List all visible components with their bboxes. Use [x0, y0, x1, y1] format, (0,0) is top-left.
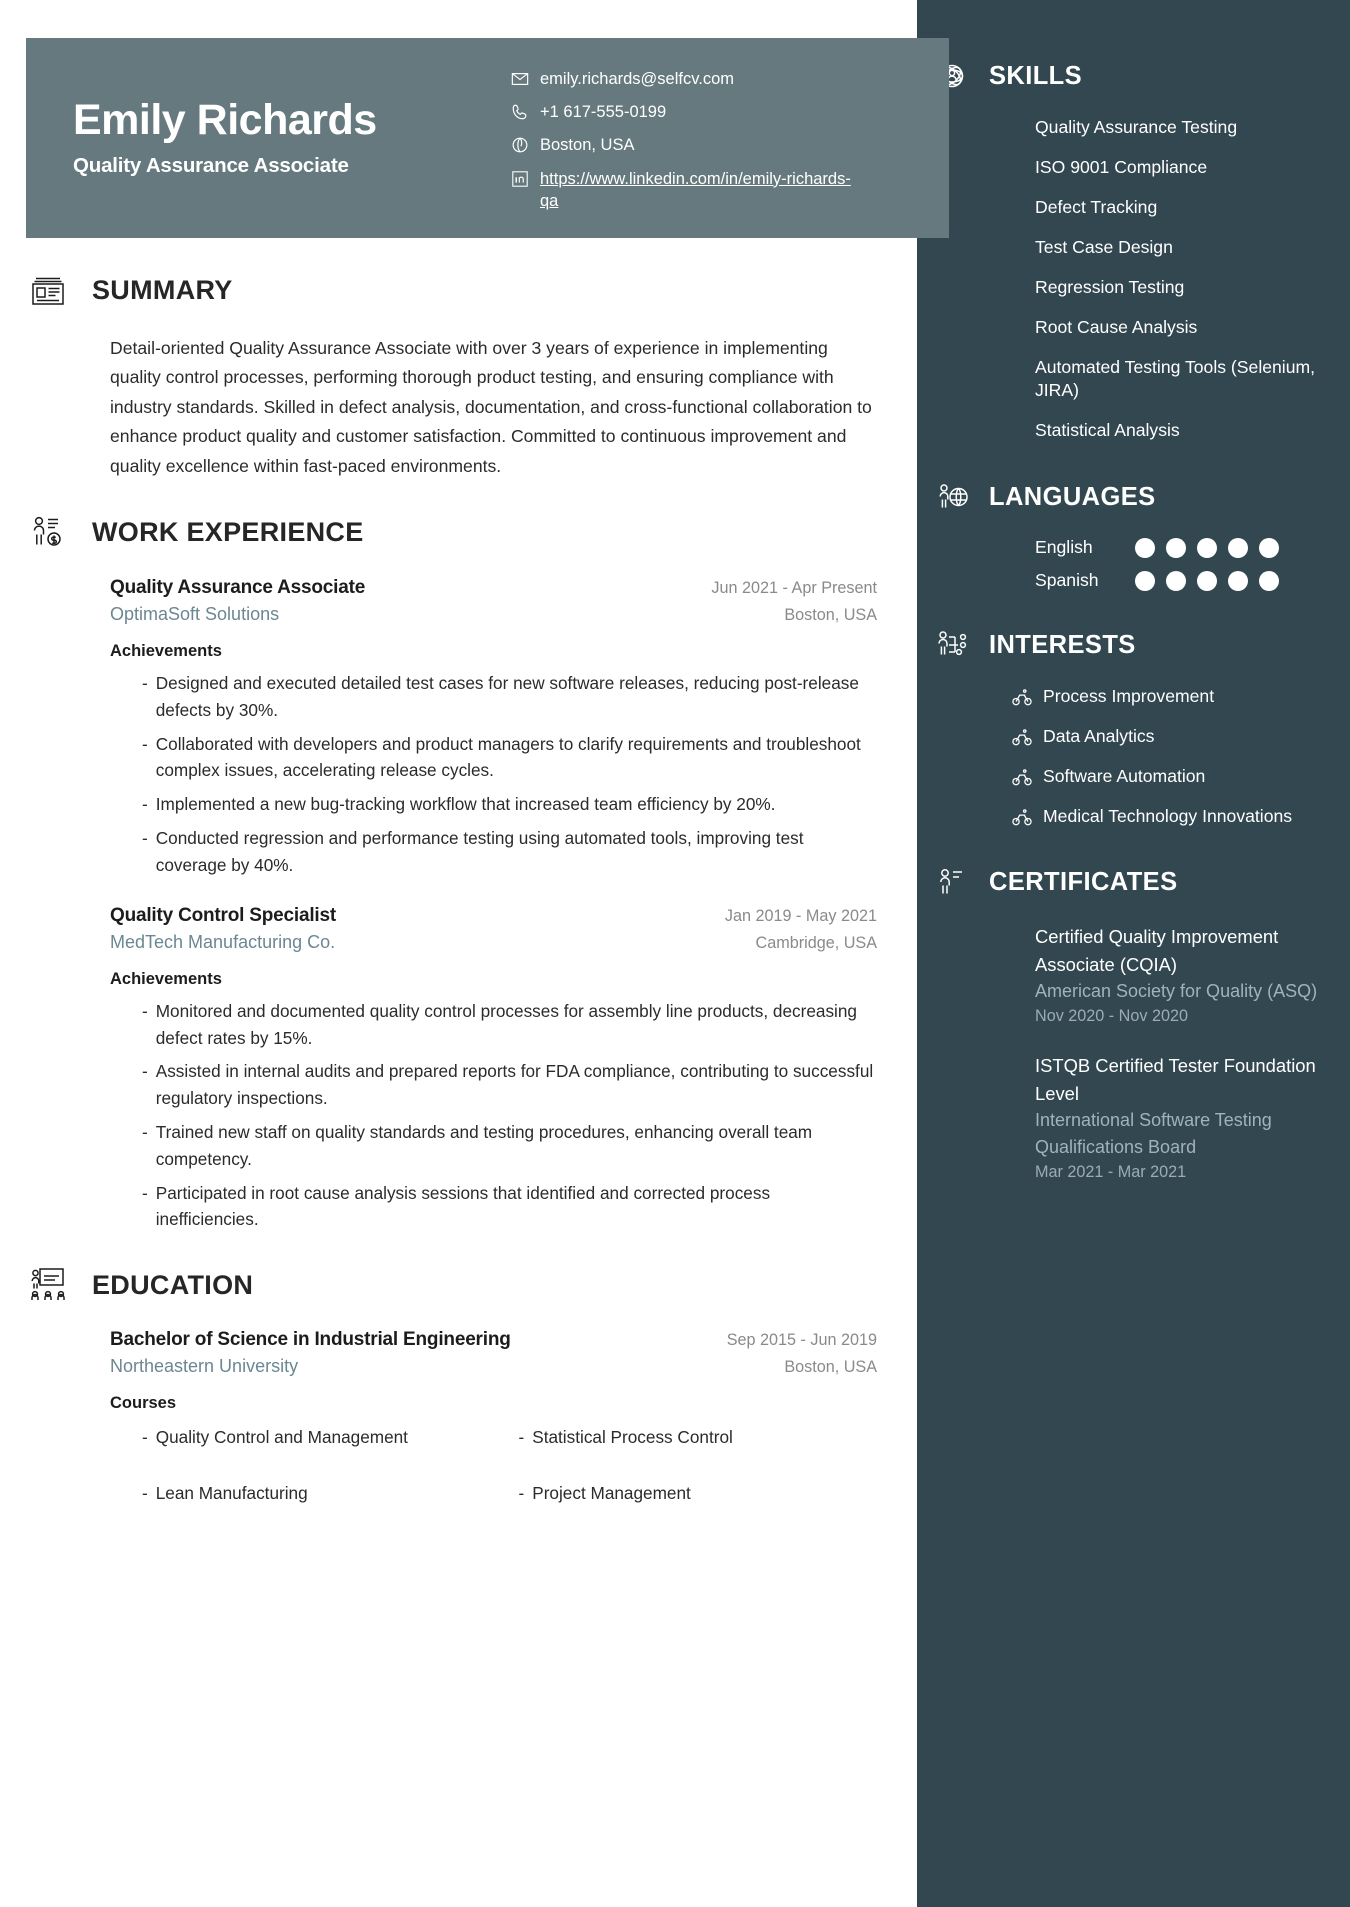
education-section — [26, 1263, 917, 1507]
languages-list — [917, 537, 1328, 591]
certificate-organization: International Software Testing Qualifications Board — [1035, 1110, 1272, 1158]
skill-item: Root Cause Analysis — [1035, 316, 1198, 337]
achievement-text: Conducted regression and performance testing using automated tools, improving test coverage by 40%. — [155, 828, 804, 875]
bullet-dash: - — [142, 733, 148, 754]
skill-item: ISO 9001 Compliance — [1035, 156, 1208, 177]
skill-item: Quality Assurance Testing — [1035, 117, 1238, 137]
interests-title: INTERESTS — [989, 630, 1136, 659]
education-entry-title: Bachelor of Science in Industrial Engineering — [110, 1329, 511, 1351]
work-entry — [110, 577, 877, 879]
languages-section — [917, 477, 1350, 591]
bullet-dash: - — [142, 1483, 148, 1504]
skill-item: Regression Testing — [1035, 276, 1185, 297]
interest-label: Software Automation — [1043, 766, 1206, 787]
education-entry-date: Sep 2015 - Jun 2019 — [726, 1331, 877, 1350]
header-identity — [73, 98, 503, 177]
summary-title: SUMMARY — [92, 274, 233, 305]
contact-linkedin[interactable] — [511, 168, 852, 213]
achievements-list — [110, 670, 877, 879]
certificate-organization: American Society for Quality (ASQ) — [1035, 981, 1318, 1002]
language-name: Spanish — [1035, 570, 1099, 591]
courses-label: Courses — [110, 1394, 177, 1413]
skills-title: SKILLS — [989, 61, 1083, 90]
work-entry — [110, 905, 877, 1234]
contact-linkedin-link[interactable]: https://www.linkedin.com/in/emily-richards-qa — [540, 169, 851, 210]
globe-icon — [511, 136, 529, 154]
level-dot — [1228, 571, 1248, 591]
work-entry-top — [110, 905, 877, 927]
person-list-icon — [932, 863, 972, 903]
work-experience-title: WORK EXPERIENCE — [92, 517, 364, 548]
skill-item: Test Case Design — [1035, 236, 1173, 257]
bicycle-icon — [1011, 686, 1033, 708]
language-row — [1035, 537, 1328, 558]
education-entry-sub — [110, 1356, 877, 1377]
achievements-label: Achievements — [110, 641, 222, 660]
language-row — [1035, 570, 1328, 591]
achievement-item — [142, 1180, 877, 1234]
achievement-text: Assisted in internal audits and prepared reports for FDA compliance, contributing to successful regulatory inspections. — [155, 1061, 874, 1109]
person-salary-icon — [26, 511, 70, 555]
achievement-item — [142, 1119, 877, 1173]
certificate-date: Mar 2021 - Mar 2021 — [1035, 1163, 1187, 1182]
work-experience-body — [26, 577, 917, 1233]
certificates-header — [869, 863, 1328, 903]
id-card-icon — [26, 268, 70, 312]
interest-item — [1011, 805, 1328, 829]
interest-label: Process Improvement — [1043, 686, 1215, 707]
contact-phone — [511, 101, 852, 123]
certificate-name: ISTQB Certified Tester Foundation Level — [1035, 1055, 1316, 1104]
work-entry-top — [110, 577, 877, 599]
interest-item — [1011, 685, 1328, 709]
education-entry-top — [110, 1329, 877, 1351]
education-header — [26, 1263, 917, 1307]
work-entry-sub — [110, 932, 877, 953]
main-content — [0, 238, 917, 1533]
work-entry-sub — [110, 604, 877, 625]
education-entry-location: Boston, USA — [784, 1358, 877, 1377]
education-entry — [110, 1329, 877, 1507]
certificates-section — [917, 863, 1350, 1182]
bullet-dash: - — [142, 672, 148, 693]
skills-list — [917, 116, 1328, 443]
person-globe-icon — [932, 477, 972, 517]
certificates-title: CERTIFICATES — [989, 868, 1178, 897]
level-dot — [1135, 538, 1155, 558]
course-text: Statistical Process Control — [532, 1427, 733, 1448]
courses-list — [110, 1425, 877, 1507]
course-text: Project Management — [532, 1483, 691, 1504]
level-dot — [1259, 571, 1279, 591]
work-entry-title: Quality Control Specialist — [110, 904, 337, 926]
classroom-icon — [26, 1263, 70, 1307]
course-item — [142, 1481, 501, 1507]
achievement-item — [142, 670, 877, 724]
education-entry-organization: Northeastern University — [110, 1356, 299, 1377]
course-item — [519, 1425, 878, 1451]
bullet-dash: - — [142, 1182, 148, 1203]
phone-icon — [511, 103, 529, 121]
achievement-text: Collaborated with developers and product managers to clarify requirements and troubleshoot complex issues, accelerating release cycles. — [155, 733, 861, 781]
course-text: Lean Manufacturing — [155, 1483, 308, 1504]
bullet-dash: - — [142, 794, 148, 815]
contact-location — [511, 134, 852, 156]
work-entry-date: Jun 2021 - Apr Present — [711, 578, 877, 597]
bicycle-icon — [1011, 806, 1033, 828]
language-level-dots — [1135, 538, 1279, 558]
certificate-date: Nov 2020 - Nov 2020 — [1035, 1007, 1188, 1026]
sidebar — [917, 0, 1350, 1907]
certificate-name: Certified Quality Improvement Associate (CQIA) — [1035, 925, 1279, 975]
work-entry-organization: OptimaSoft Solutions — [110, 603, 280, 624]
education-body — [26, 1329, 917, 1507]
summary-section — [26, 268, 917, 481]
work-entry-location: Cambridge, USA — [755, 933, 877, 952]
level-dot — [1197, 571, 1217, 591]
achievement-item — [142, 731, 877, 785]
achievement-text: Implemented a new bug-tracking workflow that increased team efficiency by 20%. — [155, 794, 776, 815]
languages-title: LANGUAGES — [989, 482, 1156, 511]
work-experience-header — [26, 511, 917, 555]
bullet-dash: - — [142, 828, 148, 849]
work-experience-section — [26, 511, 917, 1233]
contact-phone-text: +1 617-555-0199 — [540, 103, 667, 122]
languages-header — [869, 477, 1328, 517]
interest-item — [1011, 725, 1328, 749]
summary-text: Detail-oriented Quality Assurance Associate with over 3 years of experience in implementing quality control processes, performing thorough product testing, and ensuring compliance with industry standards. Skilled in defect analysis, documentation, and cross-functional collaboration to enhance product quality and customer satisfaction. Committed to continuous improvement and quality excellence within fast-paced environments. — [110, 338, 872, 476]
achievement-text: Participated in root cause analysis sessions that identified and corrected process inefficiencies. — [155, 1182, 771, 1230]
bullet-dash: - — [142, 1000, 148, 1021]
skill-item: Defect Tracking — [1035, 196, 1158, 217]
language-level-dots — [1135, 571, 1279, 591]
bicycle-icon — [1011, 766, 1033, 788]
contact-location-text: Boston, USA — [540, 136, 635, 155]
linkedin-icon — [511, 170, 529, 188]
level-dot — [1166, 571, 1186, 591]
achievement-text: Trained new staff on quality standards and testing procedures, enhancing overall team competency. — [155, 1121, 813, 1169]
summary-body — [26, 334, 917, 481]
bullet-dash: - — [142, 1061, 148, 1082]
contact-email-text: emily.richards@selfcv.com — [540, 69, 735, 88]
summary-header — [26, 268, 917, 312]
work-entry-location: Boston, USA — [784, 605, 877, 624]
contact-email — [511, 68, 852, 90]
certificates-list — [917, 923, 1328, 1182]
interest-item — [1011, 765, 1328, 789]
bullet-dash: - — [518, 1483, 525, 1504]
job-role: Quality Assurance Associate — [73, 153, 349, 177]
work-entry-organization: MedTech Manufacturing Co. — [110, 931, 336, 952]
level-dot — [1259, 538, 1279, 558]
certificate-item — [1035, 923, 1328, 1026]
interests-header — [869, 625, 1328, 665]
interest-label: Medical Technology Innovations — [1043, 806, 1293, 827]
course-item — [519, 1481, 878, 1507]
level-dot — [1228, 538, 1248, 558]
bullet-dash: - — [518, 1427, 525, 1448]
achievements-list — [110, 998, 877, 1234]
achievement-text: Designed and executed detailed test cases for new software releases, reducing post-release defects by 30%. — [155, 672, 859, 720]
bicycle-icon — [1011, 726, 1033, 748]
achievement-text: Monitored and documented quality control processes for assembly line products, decreasing defect rates by 15%. — [155, 1000, 857, 1048]
achievements-label: Achievements — [110, 969, 222, 988]
education-title: EDUCATION — [92, 1269, 254, 1300]
envelope-icon — [511, 70, 529, 88]
interests-section — [917, 625, 1350, 829]
skill-item: Automated Testing Tools (Selenium, JIRA) — [1035, 356, 1316, 401]
bullet-dash: - — [142, 1427, 148, 1448]
achievement-item — [142, 791, 877, 818]
achievement-item — [142, 825, 877, 879]
achievement-item — [142, 1058, 877, 1112]
level-dot — [1166, 538, 1186, 558]
interests-list — [917, 685, 1328, 829]
resume-header — [26, 38, 949, 238]
course-item — [142, 1425, 501, 1451]
skill-item: Statistical Analysis — [1035, 420, 1180, 441]
skills-section — [917, 56, 1350, 443]
level-dot — [1197, 538, 1217, 558]
level-dot — [1135, 571, 1155, 591]
interest-label: Data Analytics — [1043, 726, 1155, 747]
achievement-item — [142, 998, 877, 1052]
certificate-item — [1035, 1052, 1328, 1182]
language-name: English — [1035, 537, 1093, 558]
work-entry-title: Quality Assurance Associate — [110, 576, 366, 598]
work-entry-date: Jan 2019 - May 2021 — [724, 906, 877, 925]
person-network-icon — [932, 625, 972, 665]
bullet-dash: - — [142, 1121, 148, 1142]
full-name: Emily Richards — [73, 96, 377, 145]
course-text: Quality Control and Management — [155, 1427, 408, 1448]
contact-list — [511, 64, 852, 212]
